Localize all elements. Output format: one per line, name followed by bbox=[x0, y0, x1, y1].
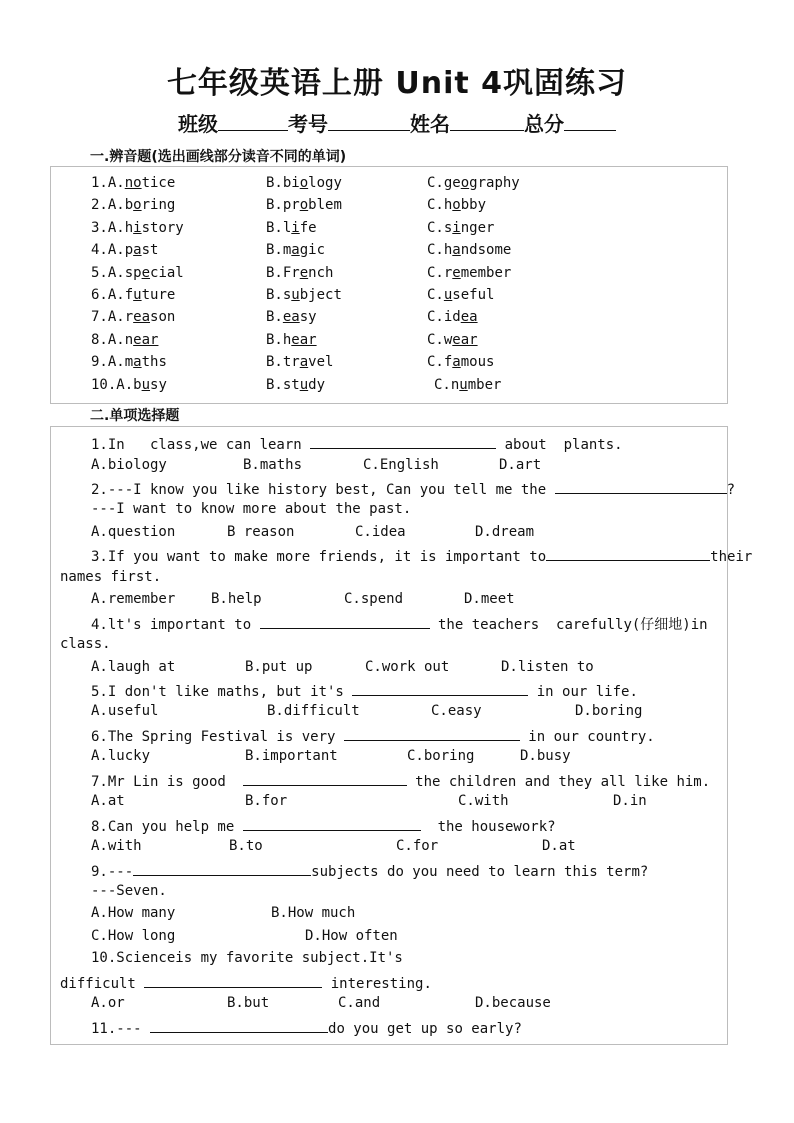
word-part: sy bbox=[150, 376, 167, 393]
word-part: bject bbox=[299, 287, 342, 303]
item-number: 4. bbox=[91, 242, 108, 259]
option-9a[interactable]: A.How many bbox=[91, 905, 176, 921]
answer-blank-2[interactable] bbox=[555, 479, 727, 494]
word-part: C.id bbox=[427, 309, 461, 326]
pron-option-2b[interactable] bbox=[266, 197, 342, 213]
answer-blank-5[interactable] bbox=[352, 681, 528, 696]
option-6d[interactable]: D.busy bbox=[520, 748, 571, 764]
option-2b[interactable]: B reason bbox=[227, 524, 295, 540]
underlined-part: u bbox=[133, 287, 142, 303]
underlined-part: e bbox=[299, 264, 309, 281]
pron-option-3c[interactable] bbox=[427, 220, 494, 236]
word-part: B.l bbox=[266, 219, 292, 236]
word-part: B.pr bbox=[266, 197, 300, 214]
word-part: bby bbox=[460, 197, 487, 214]
word-part: C.h bbox=[427, 242, 453, 259]
pron-option-6c[interactable] bbox=[427, 287, 494, 303]
option-3c[interactable]: C.spend bbox=[344, 591, 404, 607]
underlined-part: a bbox=[133, 354, 142, 371]
word-part: C. bbox=[427, 287, 444, 303]
word-part: C.s bbox=[427, 219, 453, 236]
pron-option-10c[interactable] bbox=[434, 377, 501, 393]
question-2-line2: ---I want to know more about the past. bbox=[91, 501, 412, 517]
item-number: 6. bbox=[91, 287, 108, 303]
word-part: gic bbox=[299, 242, 326, 259]
pron-option-9b[interactable] bbox=[266, 354, 333, 370]
pron-option-4a[interactable] bbox=[91, 242, 158, 258]
word-part: A.f bbox=[107, 287, 134, 303]
question-5: 5.I don't like maths, but it's in our life. bbox=[91, 681, 638, 700]
underlined-part: o bbox=[460, 175, 470, 191]
answer-blank-4[interactable] bbox=[260, 614, 430, 629]
option-3a[interactable]: A.remember bbox=[91, 591, 176, 607]
answer-blank-8[interactable] bbox=[243, 816, 421, 831]
option-2d[interactable]: D.dream bbox=[475, 524, 535, 540]
word-part: B.m bbox=[266, 242, 292, 259]
option-2c[interactable]: C.idea bbox=[355, 524, 406, 540]
pron-option-8b[interactable] bbox=[266, 332, 317, 348]
number-label: 考号 bbox=[288, 112, 328, 136]
word-part: seful bbox=[452, 287, 495, 303]
word-part: vel bbox=[308, 354, 334, 371]
word-part: A. bbox=[107, 175, 125, 191]
pron-option-5a[interactable] bbox=[91, 265, 184, 281]
word-part: A.r bbox=[107, 309, 134, 326]
option-8c[interactable]: C.for bbox=[396, 838, 439, 854]
underlined-part: a bbox=[133, 242, 142, 259]
option-4d[interactable]: D.listen to bbox=[501, 659, 594, 675]
word-part: blem bbox=[308, 197, 342, 214]
class-blank[interactable] bbox=[218, 110, 288, 131]
question-10-line2: difficult interesting. bbox=[60, 973, 432, 992]
pron-option-1a[interactable] bbox=[91, 175, 175, 191]
option-8a[interactable]: A.with bbox=[91, 838, 142, 854]
underlined-part: ear bbox=[291, 331, 317, 348]
underlined-part: u bbox=[291, 287, 300, 303]
word-part: sy bbox=[299, 309, 317, 326]
answer-blank-7[interactable] bbox=[243, 771, 407, 786]
option-5d[interactable]: D.boring bbox=[575, 703, 643, 719]
word-part: st bbox=[141, 242, 159, 259]
word-part: A.m bbox=[107, 354, 134, 371]
answer-blank-11[interactable] bbox=[150, 1018, 328, 1033]
word-part: A.b bbox=[116, 376, 142, 393]
pron-option-8c[interactable] bbox=[427, 332, 478, 348]
underlined-part: o bbox=[452, 197, 461, 214]
word-part: logy bbox=[308, 175, 342, 191]
page-title: 七年级英语上册 Unit 4巩固练习 bbox=[166, 66, 628, 101]
word-part: A.n bbox=[107, 331, 134, 348]
word-part: A.b bbox=[107, 197, 134, 214]
option-9b[interactable]: B.How much bbox=[271, 905, 356, 921]
name-blank[interactable] bbox=[450, 110, 524, 131]
option-1d[interactable]: D.art bbox=[499, 457, 542, 473]
student-info-line bbox=[0, 108, 794, 137]
underlined-part: u bbox=[459, 376, 468, 393]
underlined-part: o bbox=[133, 197, 142, 214]
answer-blank-10[interactable] bbox=[144, 973, 322, 988]
word-part: B.tr bbox=[266, 354, 300, 371]
underlined-part: i bbox=[133, 219, 142, 236]
underlined-part: o bbox=[299, 175, 309, 191]
pron-option-7b[interactable] bbox=[266, 309, 317, 325]
word-part: B. bbox=[266, 309, 283, 326]
item-number: 7. bbox=[91, 309, 108, 326]
item-number: 3. bbox=[91, 219, 108, 236]
question-8: 8.Can you help me the housework? bbox=[91, 816, 556, 835]
word-part: mous bbox=[460, 354, 495, 371]
underlined-part: ea bbox=[282, 309, 300, 326]
pron-option-8a[interactable] bbox=[91, 332, 158, 348]
underlined-part: ear bbox=[452, 331, 478, 348]
option-4b[interactable]: B.put up bbox=[245, 659, 313, 675]
word-part: story bbox=[141, 219, 184, 236]
underlined-part: i bbox=[452, 219, 461, 236]
word-part: B.bi bbox=[266, 175, 300, 191]
option-7a[interactable]: A.at bbox=[91, 793, 125, 809]
pron-option-6a[interactable] bbox=[91, 287, 175, 303]
word-part: C.n bbox=[434, 376, 460, 393]
pron-option-9a[interactable] bbox=[91, 354, 167, 370]
pron-option-7a[interactable] bbox=[91, 309, 175, 325]
word-part: ndsome bbox=[460, 242, 512, 259]
word-part: A.sp bbox=[107, 264, 142, 281]
section1-heading: 一.辨音题(选出画线部分读音不同的单词) bbox=[90, 149, 347, 165]
pron-option-2c[interactable] bbox=[427, 197, 486, 213]
question-10: 10.Scienceis my favorite subject.It's bbox=[91, 950, 403, 966]
option-6a[interactable]: A.lucky bbox=[91, 748, 151, 764]
class-label: 班级 bbox=[178, 112, 218, 136]
word-part: cial bbox=[150, 264, 184, 281]
question-2: 2.---I know you like history best, Can you tell me the ? bbox=[91, 479, 735, 498]
option-5a[interactable]: A.useful bbox=[91, 703, 159, 719]
word-part: B.st bbox=[266, 376, 300, 393]
word-part: ring bbox=[141, 197, 176, 214]
item-number: 2. bbox=[91, 197, 108, 214]
word-part: B.s bbox=[266, 287, 292, 303]
answer-blank-6[interactable] bbox=[344, 726, 520, 741]
pron-option-10a[interactable] bbox=[91, 377, 167, 393]
pron-option-5b[interactable] bbox=[266, 265, 333, 281]
option-4a[interactable]: A.laugh at bbox=[91, 659, 176, 675]
underlined-part: ea bbox=[460, 309, 478, 326]
option-5b[interactable]: B.difficult bbox=[267, 703, 360, 719]
option-4c[interactable]: C.work out bbox=[365, 659, 450, 675]
pron-option-3b[interactable] bbox=[266, 220, 317, 236]
answer-blank-9[interactable] bbox=[133, 861, 311, 876]
word-part: member bbox=[460, 264, 512, 281]
question-9: 9.--- subjects do you need to learn this term? bbox=[91, 861, 648, 880]
pron-option-2a[interactable] bbox=[91, 197, 175, 213]
word-part: B.Fr bbox=[266, 264, 300, 281]
score-label: 总分 bbox=[524, 112, 564, 136]
word-part: fe bbox=[299, 219, 317, 236]
word-part: C.f bbox=[427, 354, 453, 371]
underlined-part: e bbox=[141, 264, 151, 281]
option-10a[interactable]: A.or bbox=[91, 995, 125, 1011]
option-6b[interactable]: B.important bbox=[245, 748, 338, 764]
word-part: C.w bbox=[427, 331, 453, 348]
answer-blank-1[interactable] bbox=[310, 434, 496, 449]
underlined-part: o bbox=[299, 197, 309, 214]
option-8d[interactable]: D.at bbox=[542, 838, 576, 854]
underlined-part: u bbox=[443, 287, 453, 303]
word-part: nger bbox=[460, 219, 495, 236]
section2-heading: 二.单项选择题 bbox=[90, 408, 180, 424]
pron-option-1b[interactable] bbox=[266, 175, 342, 191]
question-4: 4.lt's important to the teachers carefully(仔细地)in bbox=[91, 614, 708, 634]
option-1b[interactable]: B.maths bbox=[243, 457, 303, 473]
item-number: 5. bbox=[91, 264, 108, 281]
underlined-part: a bbox=[299, 354, 309, 371]
question-3: 3.If you want to make more friends, it is important to their bbox=[91, 546, 752, 565]
option-3b[interactable]: B.help bbox=[211, 591, 262, 607]
question-6: 6.The Spring Festival is very in our country. bbox=[91, 726, 655, 745]
option-9c[interactable]: C.How long bbox=[91, 928, 176, 944]
pron-option-9c[interactable] bbox=[427, 354, 494, 370]
underlined-part: e bbox=[452, 264, 461, 281]
underlined-part: u bbox=[141, 376, 151, 393]
option-9d[interactable]: D.How often bbox=[305, 928, 398, 944]
option-10b[interactable]: B.but bbox=[227, 995, 270, 1011]
underlined-part: no bbox=[124, 175, 142, 191]
word-part: C.ge bbox=[427, 175, 461, 191]
underlined-part: a bbox=[291, 242, 300, 259]
pron-option-1c[interactable] bbox=[427, 175, 520, 191]
question-7: 7.Mr Lin is good the children and they all like him. bbox=[91, 771, 710, 790]
option-7b[interactable]: B.for bbox=[245, 793, 288, 809]
word-part: dy bbox=[308, 376, 326, 393]
word-part: tice bbox=[141, 175, 176, 191]
underlined-part: ear bbox=[133, 331, 159, 348]
word-part: A.p bbox=[107, 242, 134, 259]
question-4-line2: class. bbox=[60, 636, 111, 652]
option-5c[interactable]: C.easy bbox=[431, 703, 482, 719]
option-8b[interactable]: B.to bbox=[229, 838, 263, 854]
pron-option-7c[interactable] bbox=[427, 309, 478, 325]
item-number: 1. bbox=[91, 175, 108, 191]
word-part: ture bbox=[141, 287, 176, 303]
option-10c[interactable]: C.and bbox=[338, 995, 381, 1011]
underlined-part: i bbox=[291, 219, 300, 236]
question-11: 11.--- do you get up so early? bbox=[91, 1018, 522, 1037]
word-part: graphy bbox=[469, 175, 520, 191]
option-3d[interactable]: D.meet bbox=[464, 591, 515, 607]
option-7d[interactable]: D.in bbox=[613, 793, 647, 809]
pron-option-5c[interactable] bbox=[427, 265, 511, 281]
pron-option-4c[interactable] bbox=[427, 242, 511, 258]
underlined-part: ea bbox=[133, 309, 151, 326]
word-part: C.h bbox=[427, 197, 453, 214]
question-1: 1.In class,we can learn about plants. bbox=[91, 434, 623, 453]
item-number: 9. bbox=[91, 354, 108, 371]
word-part: C.r bbox=[427, 264, 453, 281]
underlined-part: a bbox=[452, 242, 461, 259]
name-label: 姓名 bbox=[410, 112, 450, 136]
item-number: 10. bbox=[91, 376, 117, 393]
underlined-part: u bbox=[299, 376, 309, 393]
word-part: A.h bbox=[107, 219, 134, 236]
word-part: nch bbox=[308, 264, 334, 281]
question-3-line2: names first. bbox=[60, 569, 162, 585]
number-blank[interactable] bbox=[328, 110, 410, 131]
word-part: son bbox=[150, 309, 176, 326]
option-1c[interactable]: C.English bbox=[363, 457, 439, 473]
option-10d[interactable]: D.because bbox=[475, 995, 551, 1011]
word-part: ths bbox=[141, 354, 167, 371]
pron-option-3a[interactable] bbox=[91, 220, 184, 236]
option-2a[interactable]: A.question bbox=[91, 524, 176, 540]
question-9-line2: ---Seven. bbox=[91, 883, 167, 899]
pron-option-6b[interactable] bbox=[266, 287, 342, 303]
answer-blank-3[interactable] bbox=[546, 546, 710, 561]
word-part: mber bbox=[467, 376, 502, 393]
option-1a[interactable]: A.biology bbox=[91, 457, 167, 473]
option-6c[interactable]: C.boring bbox=[407, 748, 475, 764]
item-number: 8. bbox=[91, 331, 108, 348]
score-blank[interactable] bbox=[564, 110, 616, 131]
underlined-part: a bbox=[452, 354, 461, 371]
word-part: B.h bbox=[266, 331, 292, 348]
pron-option-4b[interactable] bbox=[266, 242, 325, 258]
option-7c[interactable]: C.with bbox=[458, 793, 509, 809]
pron-option-10b[interactable] bbox=[266, 377, 325, 393]
